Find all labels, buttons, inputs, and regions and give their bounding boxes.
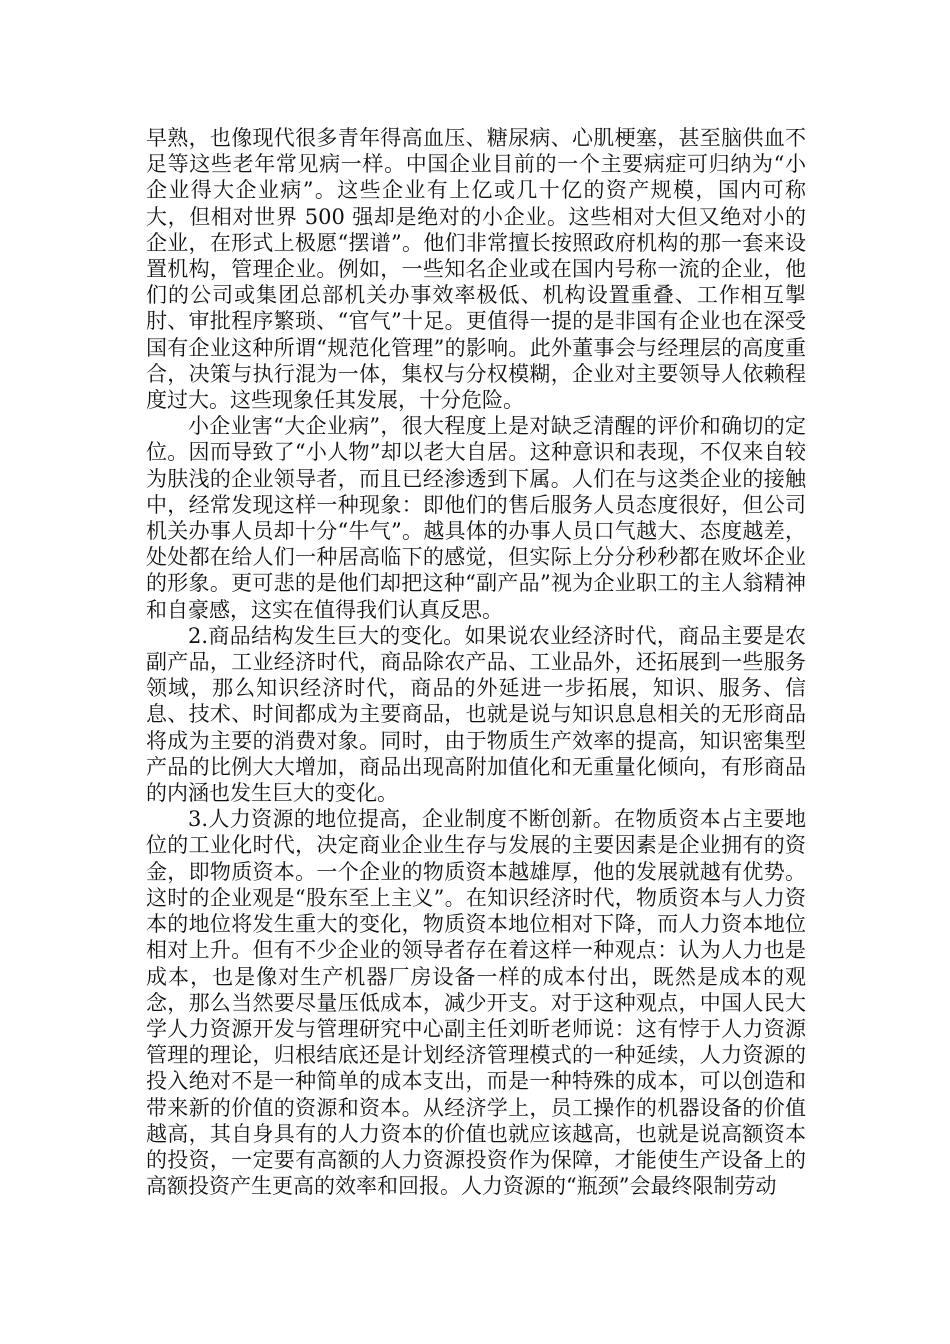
paragraph-human-resources: 3.人力资源的地位提高，企业制度不断创新。在物质资本占主要地位的工业化时代，决定商业企业生存与发展的主要因素是企业拥有的资金，即物质资本。一个企业的物质资本越雄厚，他的发展就越有优势。这时的企业观是“股东至上主义”。在知识经济时代，物质资本与人力资本的地位将发生重大的变化，物质资本地位相对下降，而人力资本地位相对上升。但有不少企业的领导者存在着这样一种观点：认为人力也是成本，也是像对生产机器厂房设备一样的成本付出，既然是成本的观念，那么当然要尽量压低成本，减少开支。对于这种观点，中国人民大学人力资源开发与管理研究中心副主任刘昕老师说：这有悖于人力资源管理的理论，归根结底还是计划经济管理模式的一种延续，人力资源的投入绝对不是一种简单的成本支出，而是一种特殊的成本，可以创造和带来新的价值的资源和资本。从经济学上，员工操作的机器设备的价值越高，其自身具有的人力资本的价值也就应该越高，也就是说高额资本的投资，一定要有高额的人力资源投资作为保障，才能使生产设备上的高额投资产生更高的效率和回报。人力资源的“瓶颈”会最终限制劳动 [146,807,806,1199]
paragraph-small-enterprise-disease: 小企业害“大企业病”，很大程度上是对缺乏清醒的评价和确切的定位。因而导致了“小人物”却以老大自居。这种意识和表现，不仅来自较为肤浅的企业领导者，而且已经渗透到下属。人们在与这类企业的接触中，经常发现这样一种现象：即他们的售后服务人员态度很好，但公司机关办事人员却十分“牛气”。越具体的办事人员口气越大、态度越差，处处都在给人们一种居高临下的感觉，但实际上分分秒秒都在败坏企业的形象。更可悲的是他们却把这种“副产品”视为企业职工的主人翁精神和自豪感，这实在值得我们认真反思。 [146,414,806,622]
document-page [146,125,806,1199]
paragraph-commodity-structure: 2.商品结构发生巨大的变化。如果说农业经济时代，商品主要是农副产品，工业经济时代，商品除农产品、工业品外，还拓展到一些服务领域，那么知识经济时代，商品的外延进一步拓展，知识、服务、信息、技术、时间都成为主要商品，也就是说与知识息息相关的无形商品将成为主要的消费对象。同时，由于物质生产效率的提高，知识密集型产品的比例大大增加，商品出现高附加值化和无重量化倾向，有形商品的内涵也发生巨大的变化。 [146,623,806,806]
paragraph-early-maturity: 早熟，也像现代很多青年得高血压、糖尿病、心肌梗塞，甚至脑供血不足等这些老年常见病一样。中国企业目前的一个主要病症可归纳为“小企业得大企业病”。这些企业有上亿或几十亿的资产规模，国内可称大，但相对世界 500 强却是绝对的小企业。这些相对大但又绝对小的企业，在形式上极愿“摆谱”。他们非常擅长按照政府机构的那一套来设置机构，管理企业。例如，一些知名企业或在国内号称一流的企业，他们的公司或集团总部机关办事效率极低、机构设置重叠、工作相互掣肘、审批程序繁琐、“官气”十足。更值得一提的是非国有企业也在深受国有企业这种所谓“规范化管理”的影响。此外董事会与经理层的高度重合，决策与执行混为一体，集权与分权模糊，企业对主要领导人依赖程度过大。这些现象任其发展，十分危险。 [146,126,806,413]
